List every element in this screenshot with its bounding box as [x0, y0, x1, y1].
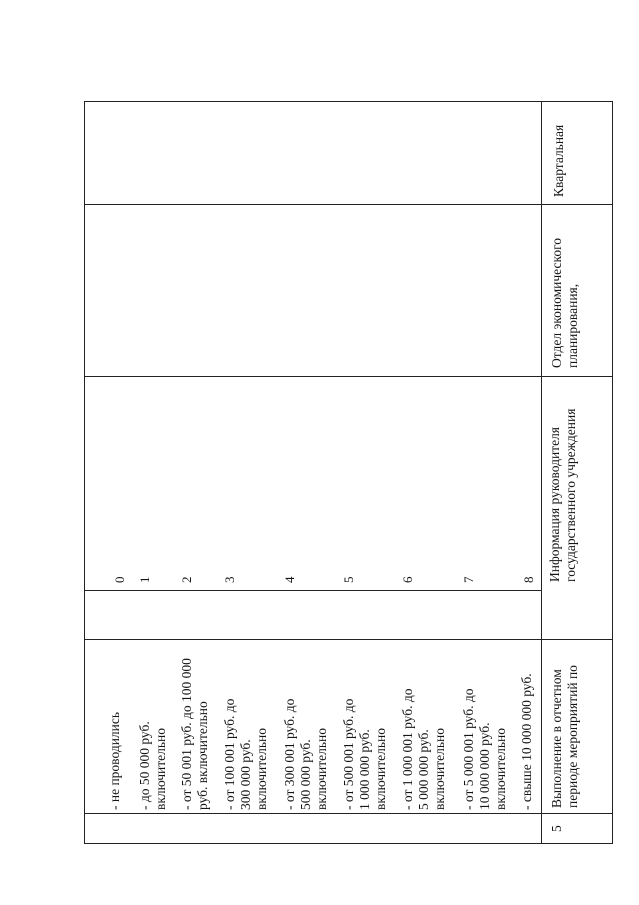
row-5-source-line-2: государственного учреждения — [563, 408, 578, 582]
row-divider-continuation-row5 — [541, 101, 542, 844]
col-divider-score — [84, 590, 541, 591]
option-7-line-3: включительно — [493, 727, 508, 810]
col-divider-source — [84, 376, 613, 377]
col-divider-number — [84, 813, 613, 814]
option-5-line-1: - от 500 001 руб. до — [341, 698, 356, 810]
score-2: 2 — [179, 576, 194, 583]
option-1-line-2: включительно — [153, 727, 168, 810]
score-1: 1 — [137, 576, 152, 583]
option-7-line-2: 10 000 000 руб. — [477, 722, 492, 810]
col-divider-indicator — [84, 639, 613, 640]
row-5-responsible-line-2: планирования, — [565, 283, 580, 368]
score-4: 4 — [282, 576, 297, 583]
option-1-line-1: - до 50 000 руб. — [137, 721, 152, 810]
option-2-line-2: руб. включительно — [195, 701, 210, 810]
option-4-line-1: - от 300 001 руб. до — [282, 698, 297, 810]
option-3-line-3: включительно — [254, 727, 269, 810]
option-7-line-1: - от 5 000 001 руб. до — [461, 688, 476, 810]
score-6: 6 — [400, 576, 415, 583]
option-6-line-1: - от 1 000 001 руб. до — [400, 688, 415, 810]
table-right-border — [612, 101, 613, 844]
option-0-line-1: - не проводились — [107, 711, 122, 810]
row-5-indicator-line-1: Выполнение в отчетном — [549, 669, 564, 808]
row-5-indicator-line-2: периоде мероприятий по — [565, 665, 580, 808]
option-4-line-2: 500 000 руб. — [298, 739, 313, 810]
table-bottom-border — [84, 843, 613, 844]
table-left-border — [84, 101, 85, 844]
row-5-periodicity: Квартальная — [551, 124, 566, 197]
option-2-line-1: - от 50 001 руб. до 100 000 — [179, 658, 194, 810]
row-5-number: 5 — [549, 825, 564, 832]
score-5: 5 — [341, 576, 356, 583]
option-5-line-3: включительно — [373, 727, 388, 810]
option-5-line-2: 1 000 000 руб. — [357, 729, 372, 810]
score-0: 0 — [112, 576, 127, 583]
score-8: 8 — [521, 576, 536, 583]
score-7: 7 — [461, 576, 476, 583]
option-8-line-1: - свыше 10 000 000 руб. — [519, 673, 534, 810]
score-3: 3 — [222, 576, 237, 583]
row-5-source-line-1: Информация руководителя — [547, 426, 562, 582]
table-top-border — [84, 101, 613, 102]
option-6-line-2: 5 000 000 руб. — [416, 729, 431, 810]
option-6-line-3: включительно — [432, 727, 447, 810]
col-divider-responsible — [84, 204, 613, 205]
option-3-line-1: - от 100 001 руб. до — [222, 698, 237, 810]
option-4-line-3: включительно — [314, 727, 329, 810]
option-3-line-2: 300 000 руб. — [238, 739, 253, 810]
row-5-responsible-line-1: Отдел экономического — [549, 237, 564, 368]
